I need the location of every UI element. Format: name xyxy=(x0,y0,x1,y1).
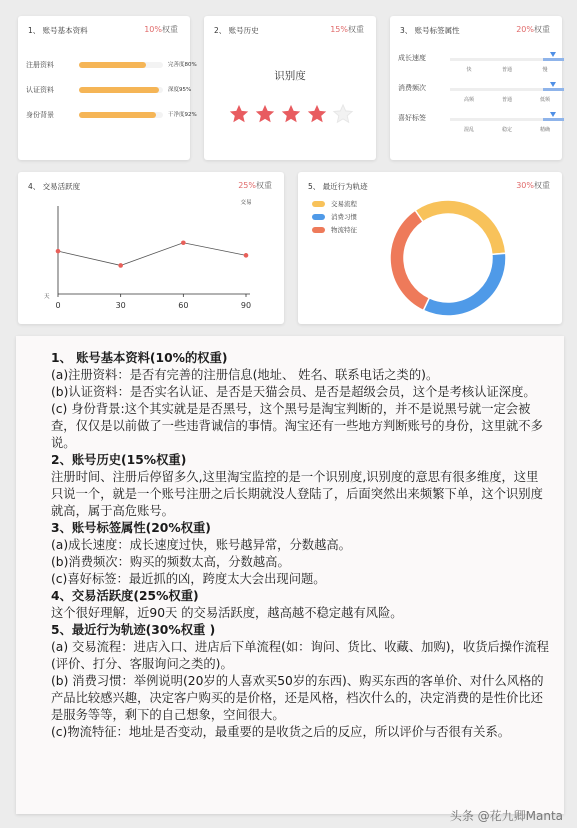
card-behavior xyxy=(298,172,562,324)
progress-track xyxy=(79,62,163,68)
star-filled-icon xyxy=(280,103,302,125)
basic-info-row xyxy=(26,110,206,120)
basic-info-row xyxy=(26,60,206,70)
x-tick-label: 90 xyxy=(240,301,252,310)
data-point xyxy=(56,249,61,254)
donut-slice xyxy=(423,253,506,316)
card-history xyxy=(204,16,376,160)
row-label: 注册资料 xyxy=(26,61,54,69)
card-tags xyxy=(390,16,562,160)
donut-slice xyxy=(390,210,429,310)
donut-slice xyxy=(415,200,506,254)
article-body xyxy=(45,350,549,741)
card-title: 4、 交易活跃度 xyxy=(28,182,81,191)
progress-track xyxy=(79,112,163,118)
tag-marker-icon xyxy=(550,52,556,57)
tag-row xyxy=(398,113,568,143)
row-label: 身份背景 xyxy=(26,111,54,119)
tag-option: 稳定 xyxy=(501,127,513,133)
row-label: 认证资料 xyxy=(26,86,54,94)
article-paragraph: (a) 交易流程：进店入口、进店后下单流程(如：询问、货比、收藏、加购)，收货后操作流程(评价、打分、客服询问之类的)。 xyxy=(51,640,549,671)
article-paragraph: (c) 身份背景:这个其实就是是否黑号，这个黑号是淘宝判断的，并不是说黑号就一定会被查，仅仅是以前做了一些违背诚信的事情。淘宝还有一些地方判断账号的身份，这里就不多说。 xyxy=(51,402,543,450)
tag-marker-icon xyxy=(550,82,556,87)
article-paragraph: 注册时间、注册后停留多久,这里淘宝监控的是一个识别度,识别度的意思有很多维度，这里只说一个，就是一个账号注册之后长期就没人登陆了，后面突然出来频繁下单，这个识别度就高，属于高危账号。 xyxy=(51,470,543,518)
card-title: 2、 账号历史 xyxy=(214,26,259,35)
card-title: 5、 最近行为轨迹 xyxy=(308,182,368,191)
article-heading: 3、账号标签属性(20%权重) xyxy=(51,521,211,535)
card-weight: 10%权重 xyxy=(144,25,178,34)
activity-series-line xyxy=(58,243,246,266)
tag-option: 混乱 xyxy=(463,127,475,133)
tag-name: 喜好标签 xyxy=(398,114,426,122)
tag-option: 低频 xyxy=(539,97,551,103)
article-paragraph: (b)消费频次：购买的频数太高，分数越高。 xyxy=(51,555,290,569)
tag-selected-segment xyxy=(543,118,564,121)
card-weight: 30%权重 xyxy=(516,181,550,190)
x-tick-label: 60 xyxy=(178,301,189,310)
progress-fill xyxy=(79,112,156,118)
rating-label: 识别度 xyxy=(274,70,306,82)
article-heading: 4、交易活跃度(25%权重) xyxy=(51,589,199,603)
legend-label: 物流特征 xyxy=(331,226,357,234)
row-value: 深度95% xyxy=(168,87,192,93)
tag-scale xyxy=(450,58,564,61)
tag-marker-icon xyxy=(550,112,556,117)
card-weight: 25%权重 xyxy=(238,181,272,190)
progress-fill xyxy=(79,87,159,93)
article-heading: 1、 账号基本资料(10%的权重) xyxy=(51,351,228,365)
tag-option: 慢 xyxy=(542,67,548,73)
card-title: 1、 账号基本资料 xyxy=(28,26,88,35)
tag-scale xyxy=(450,88,564,91)
tag-row xyxy=(398,83,568,113)
watermark: 头条 @花九卿Manta xyxy=(449,809,563,823)
article-paragraph: 这个很好理解，近90天 的交易活跃度，越高越不稳定越有风险。 xyxy=(51,606,403,620)
progress-fill xyxy=(79,62,146,68)
legend-label: 交易流程 xyxy=(331,200,357,208)
behavior-donut-chart xyxy=(298,172,562,324)
star-filled-icon xyxy=(306,103,328,125)
progress-track xyxy=(79,87,163,93)
data-point xyxy=(118,263,123,268)
x-tick-label: 0 xyxy=(55,301,61,310)
x-axis-label: 天 xyxy=(44,294,50,300)
article-paragraph: (a)注册资料：是否有完善的注册信息(地址、 姓名、联系电话之类的)。 xyxy=(51,368,439,382)
x-tick-label: 30 xyxy=(115,301,126,310)
star-filled-icon xyxy=(228,103,250,125)
star-filled-icon xyxy=(254,103,276,125)
card-basic-info xyxy=(18,16,197,160)
row-value: 完善度80% xyxy=(168,62,197,68)
tag-name: 成长速度 xyxy=(398,54,426,62)
article-paragraph: (b)认证资料：是否实名认证、是否是天猫会员、是否是超级会员，这个是考核认证深度。 xyxy=(51,385,536,399)
row-value: 干净度92% xyxy=(168,112,197,118)
data-point xyxy=(181,240,186,245)
article-heading: 5、最近行为轨迹(30%权重 ) xyxy=(51,623,216,637)
y-axis-label: 交易 xyxy=(240,200,252,206)
card-weight: 15%权重 xyxy=(330,25,364,34)
tag-option: 精确 xyxy=(539,127,551,133)
card-title: 3、 账号标签属性 xyxy=(400,26,460,35)
data-point xyxy=(244,253,249,258)
article-paragraph: (c)物流特征：地址是否变动，最重要的是收货之后的反应，所以评价与否很有关系。 xyxy=(51,725,511,739)
tag-selected-segment xyxy=(543,58,564,61)
tag-row xyxy=(398,53,568,83)
article-paragraph: (c)喜好标签：最近抓的凶，跨度太大会出现问题。 xyxy=(51,572,326,586)
tag-scale xyxy=(450,118,564,121)
article-paragraph: (a)成长速度：成长速度过快，账号越异常，分数越高。 xyxy=(51,538,351,552)
tag-option: 普通 xyxy=(501,67,513,73)
tag-selected-segment xyxy=(543,88,564,91)
article-paragraph: (b) 消费习惯：举例说明(20岁的人喜欢买50岁的东西)、购买东西的客单价、对什么风格的产品比较感兴趣，决定客户购买的是价格，还是风格，档次什么的，决定消费的是性价比还是服务等等，剩下的自己想象，空间很大。 xyxy=(51,674,544,722)
legend-label: 消费习惯 xyxy=(331,213,357,221)
tag-option: 普通 xyxy=(501,97,513,103)
card-activity xyxy=(18,172,284,324)
article-panel xyxy=(16,336,564,814)
card-weight: 20%权重 xyxy=(516,25,550,34)
article-heading: 2、账号历史(15%权重) xyxy=(51,453,187,467)
basic-info-row xyxy=(26,85,206,95)
tag-name: 消费频次 xyxy=(398,84,426,92)
activity-line-chart xyxy=(18,172,284,324)
tag-option: 高频 xyxy=(463,97,475,103)
star-empty-icon xyxy=(332,103,354,125)
tag-option: 快 xyxy=(466,67,472,73)
